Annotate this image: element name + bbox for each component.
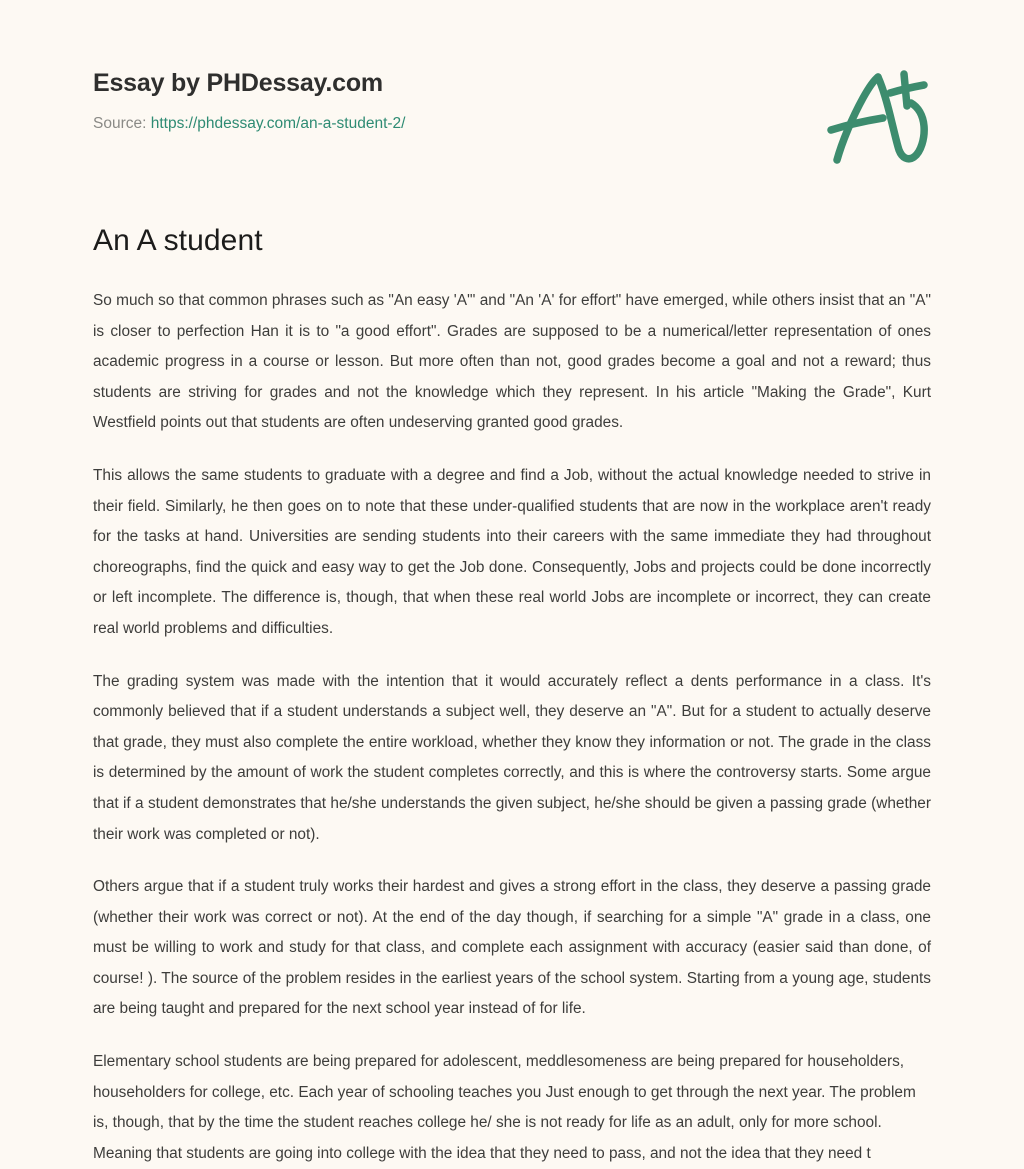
a-plus-icon: [820, 68, 940, 166]
article-paragraph: This allows the same students to graduate with a degree and find a Job, without the actual knowledge needed to strive in their field. Similarly, he then goes on to note that these under-qualified students that are now in the workplace aren't ready for the tasks at hand. Universities are sending students into their careers with the same immediate they had throughout choreographs, find the quick and easy way to get the Job done. Consequently, Jobs and projects could be done incorrectly or left incomplete. The difference is, though, that when these real world Jobs are incomplete or incorrect, they can create real world problems and difficulties.: [93, 466, 931, 637]
article-paragraph: So much so that common phrases such as "An easy 'A'" and "An 'A' for effort" have emerged, while others insist that an "A" is closer to perfection Han it is to "a good effort". Grades are supposed to be a numerical/letter representation of ones academic progress in a course or lesson. But more often than not, good grades become a goal and not a reward; thus students are striving for grades and not the knowledge which they represent. In his article "Making the Grade", Kurt Westfield points out that students are often undeserving granted good grades.: [93, 292, 931, 432]
a-plus-handwritten-logo: [820, 68, 940, 166]
source-line: [93, 114, 693, 134]
source-url-link[interactable]: https://phdessay.com/an-a-student-2/: [150, 115, 406, 132]
article-body: [93, 286, 931, 1169]
article-paragraph: Elementary school students are being prepared for adolescent, meddlesomeness are being prepared for householders, householders for college, etc. Each year of schooling teaches you Just enough to get through the next year. The problem is, though, that by the time the student reaches college he/ she is not ready for life as an adult, only for more school. Meaning that students are going into college with the idea that they need to pass, and not the idea that they need t: [93, 1053, 916, 1162]
brand-title: Essay by PHDessay.com: [93, 69, 383, 97]
source-label: Source:: [93, 115, 147, 132]
article-paragraph: Others argue that if a student truly works their hardest and gives a strong effort in the class, they deserve a passing grade (whether their work was correct or not). At the end of the day though, if searching for a simple "A" grade in a class, one must be willing to work and study for that class, and complete each assignment with accuracy (easier said than done, of course! ). The source of the problem resides in the earliest years of the school system. Starting from a young age, students are being taught and prepared for the next school year instead of for life.: [93, 878, 931, 1018]
page-title: An A student: [93, 224, 263, 257]
article-paragraph: The grading system was made with the intention that it would accurately reflect a dents performance in a class. It's commonly believed that if a student understands a subject well, they deserve an "A". But for a student to actually deserve that grade, they must also complete the entire workload, whether they know they information or not. The grade in the class is determined by the amount of work the student completes correctly, and this is where the controversy starts. Some argue that if a student demonstrates that he/she understands the given subject, he/she should be given a passing grade (whether their work was completed or not).: [93, 672, 931, 843]
page-header: [0, 0, 1024, 200]
brand-block: [93, 68, 693, 134]
